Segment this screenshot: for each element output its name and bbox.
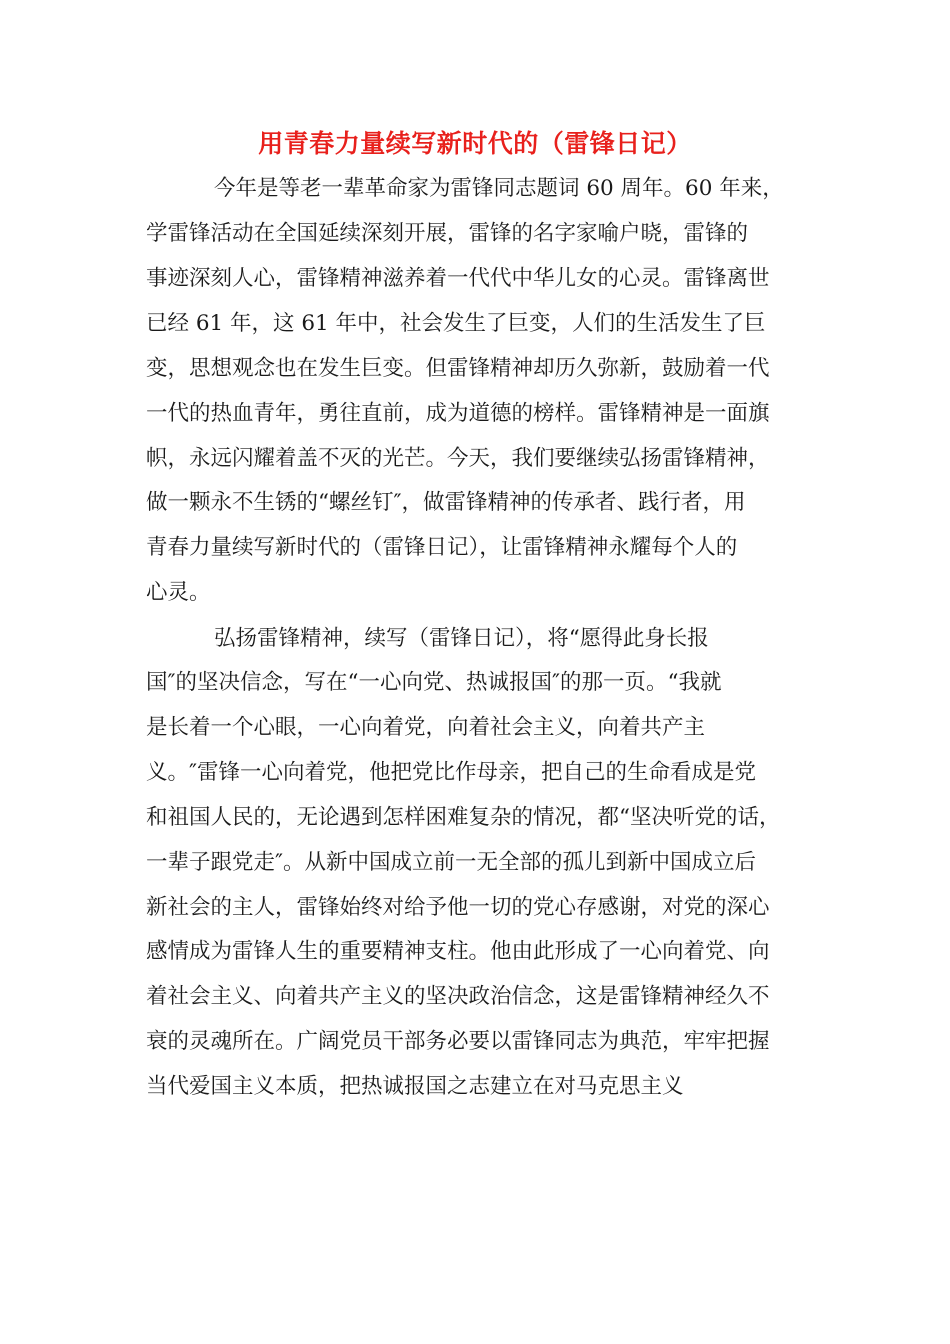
paragraph-1-line: 青春力量续写新时代的（雷锋日记），让雷锋精神永耀每个人的 [146,535,738,560]
paragraph-1-line: 已经 61 年，这 61 年中，社会发生了巨变，人们的生活发生了巨 [146,311,766,336]
paragraph-2-line: 一辈子跟党走″。从新中国成立前一无全部的孤儿到新中国成立后 [146,850,757,875]
paragraph-1-line: 今年是等老一辈革命家为雷锋同志题词 60 周年。60 年来， [214,176,784,201]
paragraph-1-line: 一代的热血青年，勇往直前，成为道德的榜样。雷锋精神是一面旗 [146,401,770,426]
paragraph-2-line: 义。″雷锋一心向着党，他把党比作母亲，把自己的生命看成是党 [146,760,757,785]
paragraph-1-line: 学雷锋活动在全国延续深刻开展，雷锋的名字家喻户晓，雷锋的 [146,221,749,246]
paragraph-2-line: 和祖国人民的，无论遇到怎样困难复杂的情况，都“坚决听党的话， [146,805,781,830]
paragraph-2-line: 是长着一个心眼，一心向着党，向着社会主义，向着共产主 [146,715,706,740]
paragraph-2-line: 衰的灵魂所在。广阔党员干部务必要以雷锋同志为典范，牢牢把握 [146,1029,770,1054]
paragraph-2-line: 新社会的主人，雷锋始终对给予他一切的党心存感谢，对党的深心 [146,895,770,920]
paragraph-2-line: 当代爱国主义本质，把热诚报国之志建立在对马克思主义 [146,1074,684,1099]
paragraph-1-line: 心灵。 [146,580,211,605]
paragraph-1-line: 变，思想观念也在发生巨变。但雷锋精神却历久弥新，鼓励着一代 [146,356,770,381]
paragraph-1-line: 帜，永远闪耀着盖不灭的光芒。今天，我们要继续弘扬雷锋精神， [146,446,770,471]
paragraph-1-line: 做一颗永不生锈的“螺丝钉″，做雷锋精神的传承者、践行者，用 [146,490,746,515]
paragraph-2-line: 国″的坚决信念，写在“一心向党、热诚报国″的那一页。“我就 [146,670,722,695]
paragraph-2-line: 着社会主义、向着共产主义的坚决政治信念，这是雷锋精神经久不 [146,984,770,1009]
paragraph-1-line: 事迹深刻人心，雷锋精神滋养着一代代中华儿女的心灵。雷锋离世 [146,266,770,291]
document-title: 用青春力量续写新时代的（雷锋日记） [258,129,692,158]
paragraph-2-line: 弘扬雷锋精神，续写（雷锋日记），将“愿得此身长报 [214,626,709,651]
paragraph-2-line: 感情成为雷锋人生的重要精神支柱。他由此形成了一心向着党、向 [146,939,770,964]
